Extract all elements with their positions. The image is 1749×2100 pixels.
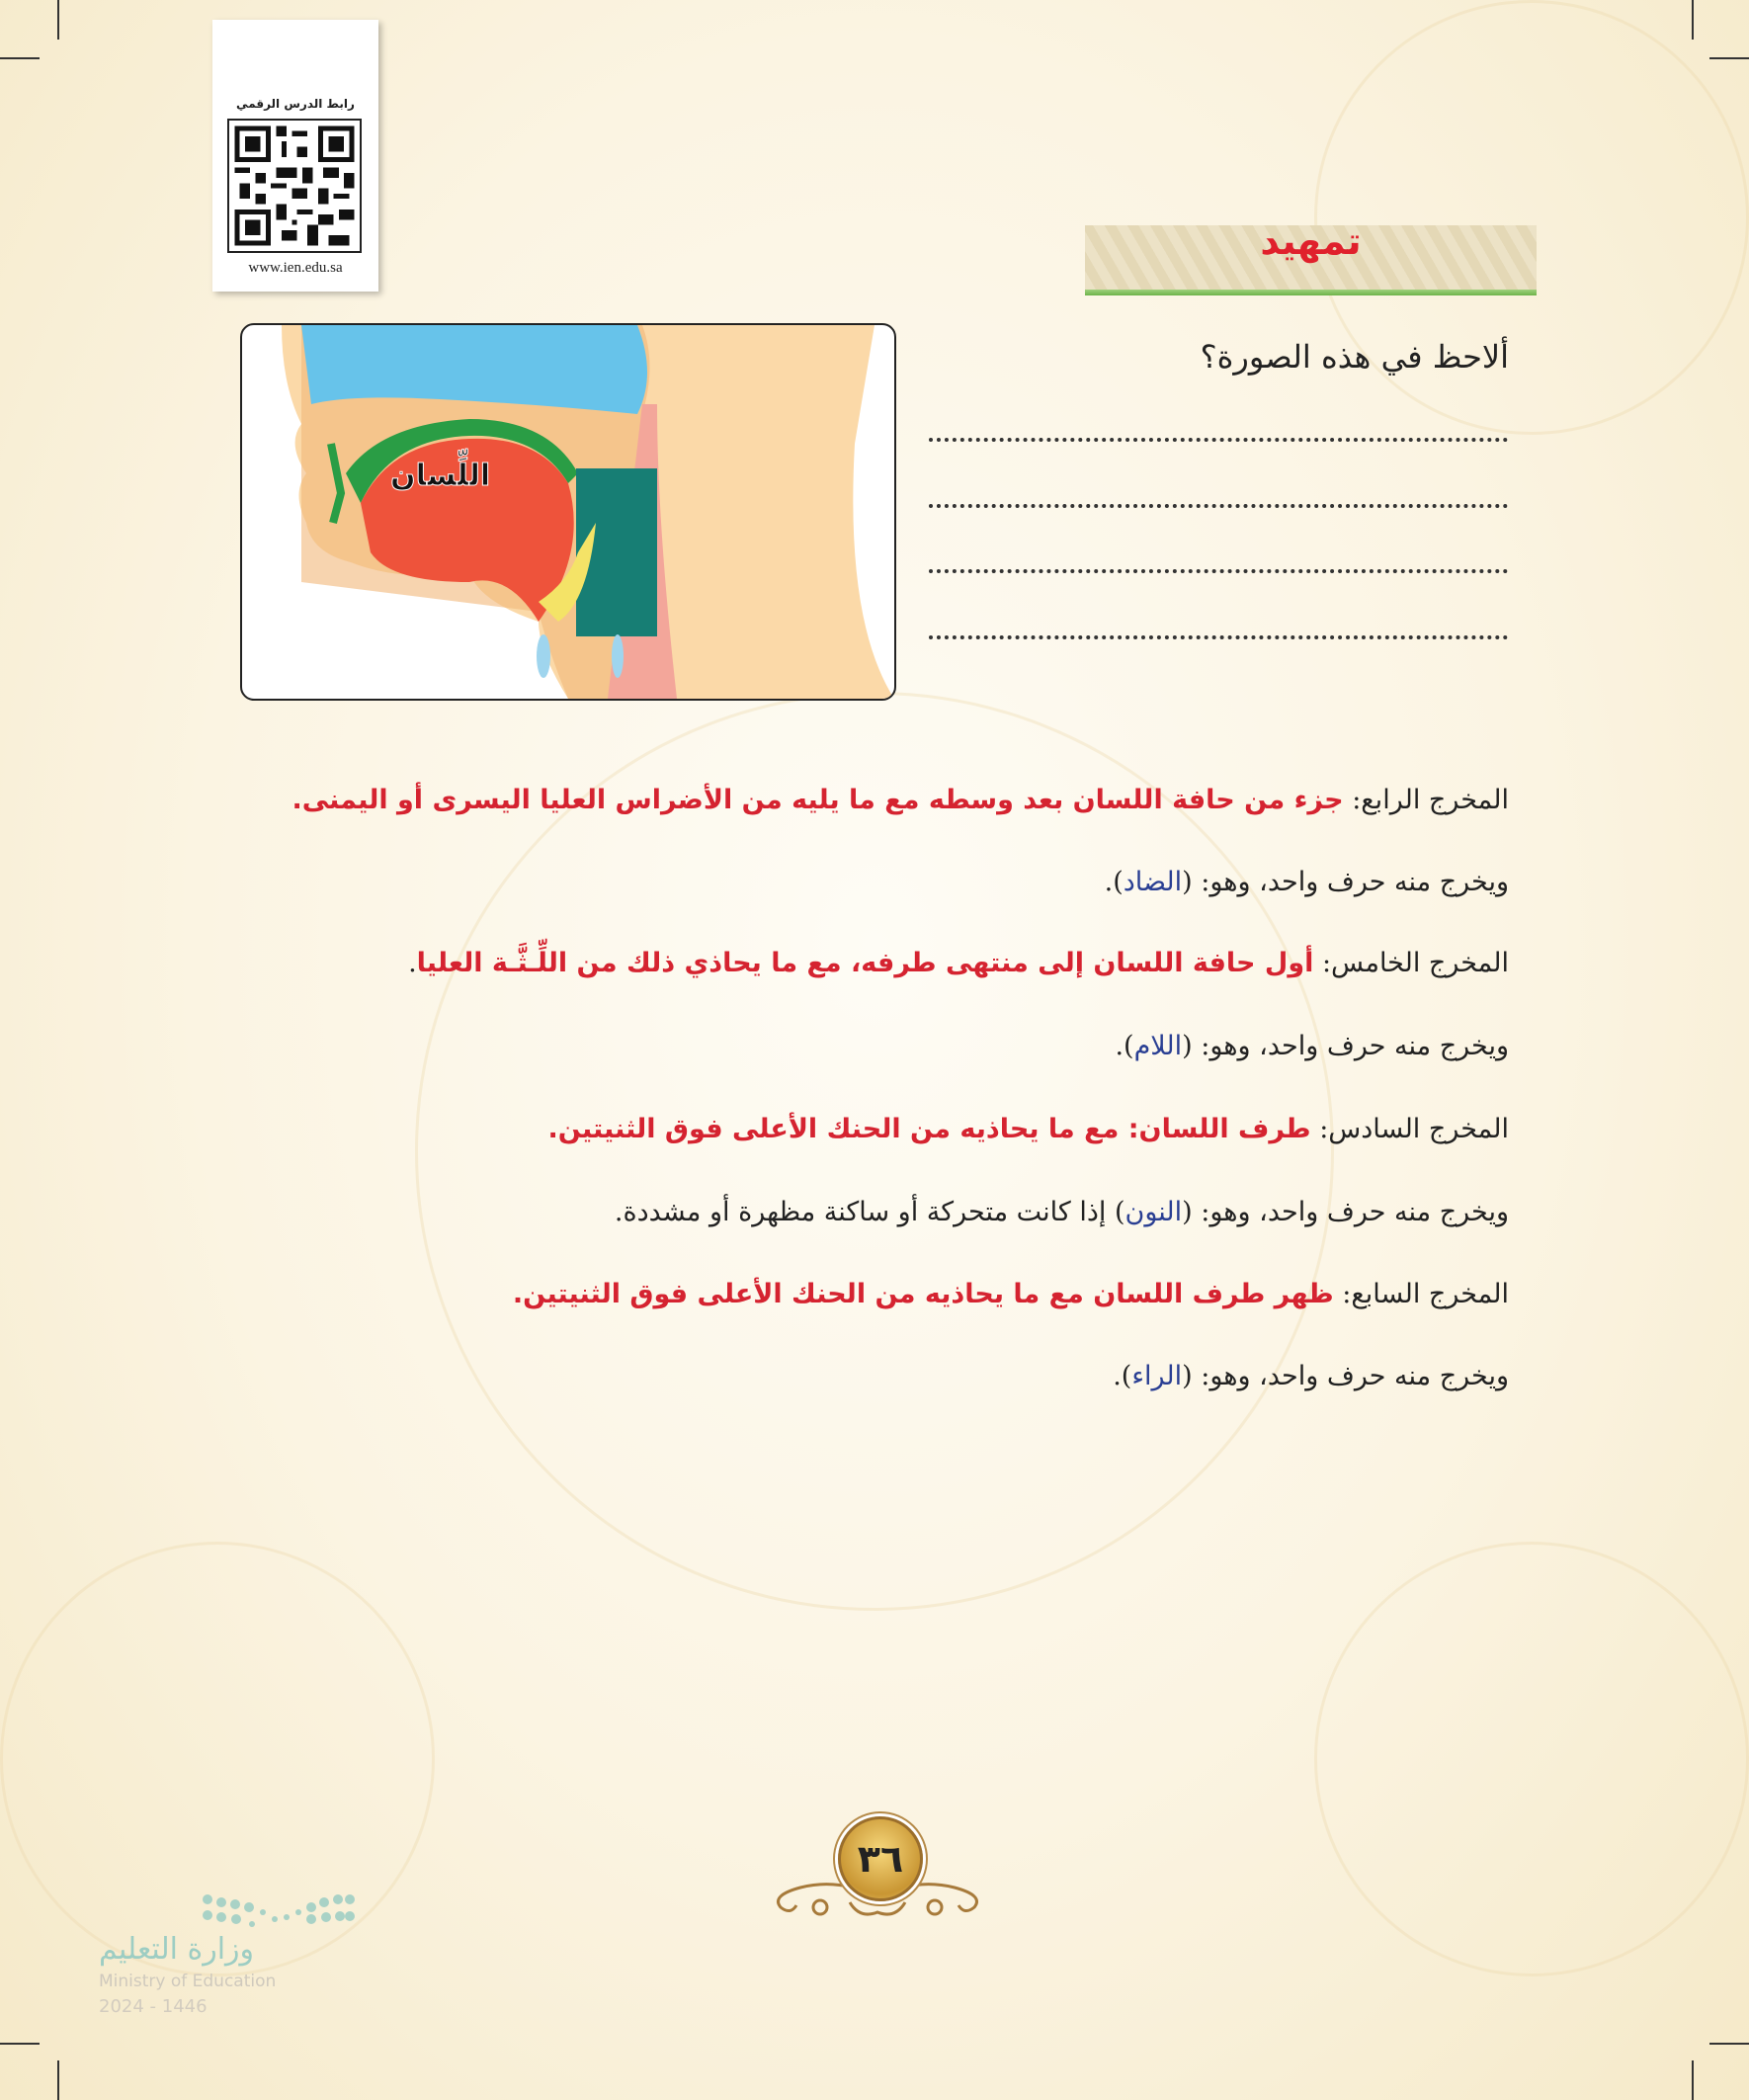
tongue-illustration [240, 323, 896, 701]
letter-name: الضاد [1123, 867, 1183, 897]
line-suffix: . [292, 785, 302, 815]
line-suffix: . [547, 1114, 558, 1144]
section-title: تمهيد [1260, 219, 1362, 263]
line-highlight: جزء من حافة اللسان بعد وسطه مع ما يليه من الأضراس العليا اليسرى أو اليمنى [301, 785, 1344, 815]
line-prefix: ويخرج منه حرف واحد، وهو: ( [1182, 1197, 1509, 1227]
answer-line[interactable] [929, 438, 1508, 442]
crop-mark [57, 2060, 59, 2100]
letter-line-7 [1113, 1357, 1509, 1396]
line-prefix: ويخرج منه حرف واحد، وهو: ( [1182, 1031, 1509, 1061]
ministry-logo-english: Ministry of Education [99, 1972, 277, 1991]
ministry-logo-icon [99, 1858, 356, 1927]
crop-mark [57, 0, 59, 40]
line-highlight: ظهر طرف اللسان مع ما يحاذيه من الحنك الأعلى فوق الثنيتين [523, 1279, 1334, 1309]
line-prefix: ويخرج منه حرف واحد، وهو: ( [1182, 1361, 1509, 1391]
line-highlight: أول حافة اللسان إلى منتهى طرفه، مع ما يحاذي ذلك من اللِّـثَّـة العليا [416, 948, 1314, 978]
makhraj-line-4 [292, 781, 1510, 820]
line-suffix: ). [1104, 867, 1124, 897]
letter-name: النون [1124, 1197, 1183, 1227]
crop-mark [1709, 2043, 1749, 2045]
page-number: ٣٦ [838, 1816, 923, 1901]
qr-title: رابط الدرس الرقمي [236, 97, 355, 111]
banner-underline [1085, 290, 1537, 295]
makhraj-line-5 [408, 944, 1509, 983]
crop-mark [1692, 0, 1694, 40]
letter-line-6 [615, 1193, 1509, 1232]
background-ornament [415, 692, 1334, 1611]
makhraj-line-6 [547, 1110, 1509, 1149]
line-prefix: المخرج السادس: [1310, 1114, 1509, 1144]
letter-name: اللام [1133, 1031, 1183, 1061]
line-suffix: . [512, 1279, 524, 1309]
background-ornament [1314, 1542, 1749, 1976]
makhraj-line-7 [513, 1275, 1509, 1314]
qr-code-icon[interactable] [227, 119, 362, 253]
line-suffix: ). [1115, 1031, 1134, 1061]
line-prefix: ويخرج منه حرف واحد، وهو: ( [1182, 867, 1509, 897]
letter-line-5 [1115, 1027, 1509, 1066]
ministry-logo-year: 2024 - 1446 [99, 1996, 208, 2017]
line-highlight: طرف اللسان: مع ما يحاذيه من الحنك الأعلى فوق الثنيتين [557, 1114, 1311, 1144]
qr-url[interactable]: www.ien.edu.sa [248, 260, 343, 276]
line-suffix: ) إذا كانت متحركة أو ساكنة مظهرة أو مشددة. [614, 1197, 1125, 1227]
question-text: ألاحظ في هذه الصورة؟ [1200, 338, 1509, 376]
letter-line-4 [1105, 863, 1509, 902]
answer-line[interactable] [929, 635, 1508, 639]
ministry-logo-arabic: وزارة التعليم [99, 1932, 255, 1967]
tongue-label: اللِّسان [390, 459, 491, 493]
letter-name: الراء [1131, 1361, 1183, 1391]
digital-lesson-qr-card[interactable] [212, 20, 378, 292]
line-prefix: المخرج السابع: [1333, 1279, 1509, 1309]
crop-mark [0, 2043, 40, 2045]
line-suffix: . [408, 948, 417, 978]
answer-line[interactable] [929, 504, 1508, 508]
crop-mark [1692, 2060, 1694, 2100]
crop-mark [0, 57, 40, 59]
line-prefix: المخرج الرابع: [1343, 785, 1509, 815]
line-suffix: ). [1113, 1361, 1132, 1391]
answer-line[interactable] [929, 569, 1508, 573]
line-prefix: المخرج الخامس: [1313, 948, 1509, 978]
crop-mark [1709, 57, 1749, 59]
